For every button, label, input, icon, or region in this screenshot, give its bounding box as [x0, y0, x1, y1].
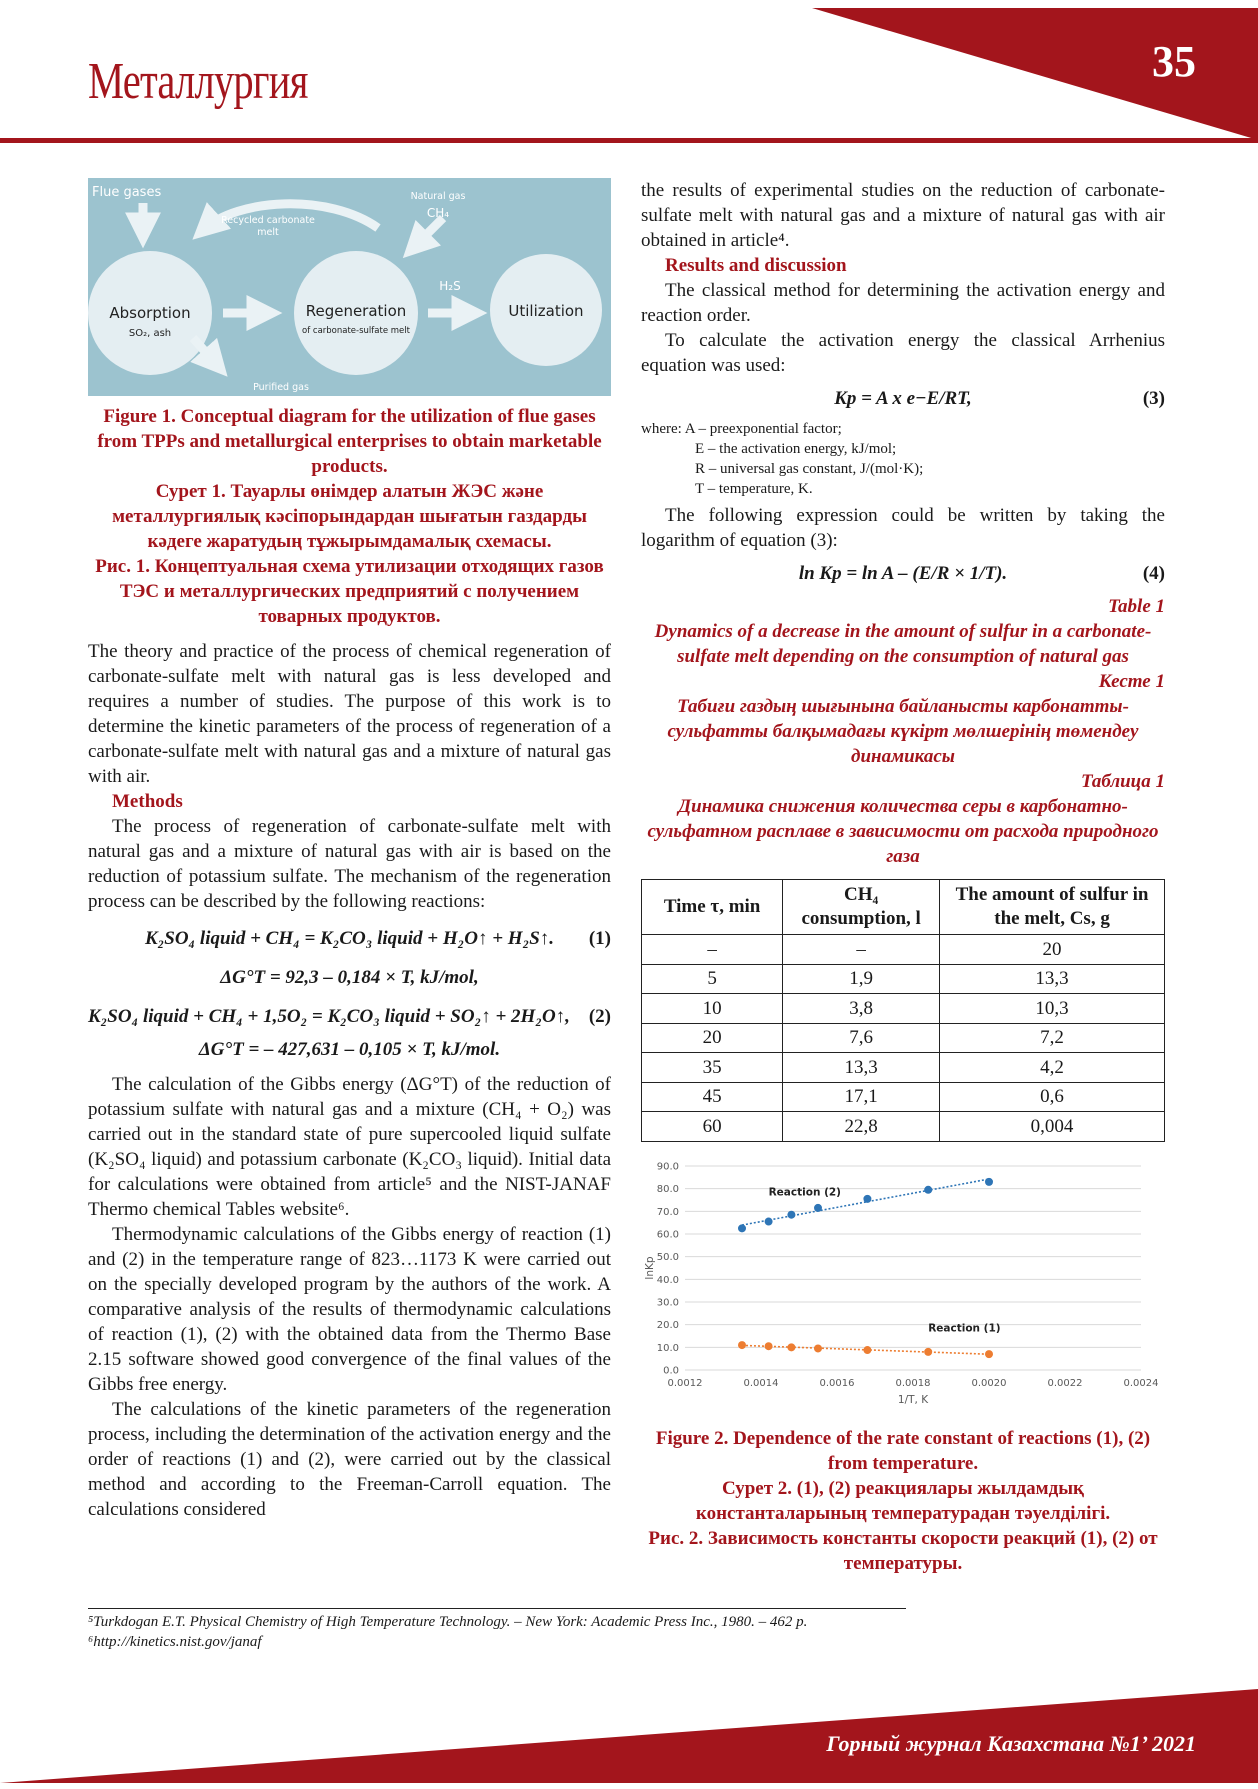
table-header-sulfur: The amount of sulfur in the melt, Cs, g: [940, 880, 1165, 935]
where-t: T – temperature, K.: [695, 481, 813, 497]
x-tick-label: 0.0018: [895, 1377, 931, 1389]
table-cell: 13,3: [783, 1053, 940, 1083]
x-tick-label: 0.0016: [819, 1377, 855, 1389]
label-h2s: H₂S: [439, 279, 461, 293]
figure2-chart: [641, 1160, 1165, 1418]
table-cell: 22,8: [783, 1112, 940, 1142]
label-recycled-2: melt: [257, 227, 279, 238]
x-axis-label: 1/T, K: [897, 1393, 929, 1406]
y-tick-label: 80.0: [656, 1183, 679, 1195]
table-row: [642, 994, 1165, 1024]
table-header-time: Time τ, min: [642, 880, 783, 935]
table-cell: 1,9: [783, 964, 940, 994]
table-cell: 60: [642, 1112, 783, 1142]
results-heading: Results and discussion: [665, 255, 847, 276]
table1-label-en: Table 1: [1108, 596, 1165, 617]
kinetic-paragraph: The calculations of the kinetic parameters of the regeneration process, including the determination of the activation energy and the order of reactions (1) and (2), were carried out by the classical method and according to the Freeman-Carroll equation. The calculations considered: [88, 1399, 611, 1520]
label-regeneration: Regeneration: [305, 302, 407, 320]
data-point-series-0: [738, 1224, 746, 1232]
results-paragraph: The classical method for determining the activation energy and reaction order.: [641, 280, 1165, 326]
table-cell: 45: [642, 1082, 783, 1112]
table-header-ch4: CH₄ consumption, l: [783, 880, 940, 935]
y-tick-label: 20.0: [656, 1319, 679, 1331]
table-cell: 17,1: [783, 1082, 940, 1112]
x-tick-label: 0.0024: [1123, 1377, 1159, 1389]
figure2-caption-kz: Сурет 2. (1), (2) реакциялары жылдамдық константаларының температурадан тәуелділігі.: [695, 1477, 1111, 1524]
thermo-paragraph: Thermodynamic calculations of the Gibbs energy of reaction (1) and (2) in the temperature range of 823…1173 K were carried out on the specially developed program by the authors of the work. A comparative analysis of the results of thermodynamic calculations of reaction (1), (2) with the obtained data from the Thermo Base 2.15 software showed good convergence of the final values of the Gibbs free energy.: [88, 1224, 611, 1395]
table-cell: 20: [940, 935, 1165, 965]
label-natural-gas: Natural gas: [410, 191, 466, 202]
right-column: [641, 178, 1165, 1576]
equation-2-number: (2): [588, 1006, 611, 1027]
label-flue-gases: Flue gases: [92, 185, 162, 200]
table-cell: 4,2: [940, 1053, 1165, 1083]
equation-3-number: (3): [1142, 388, 1165, 409]
data-point-series-1: [738, 1341, 746, 1349]
figure1-diagram: [88, 178, 611, 396]
equation-2: [88, 1004, 611, 1029]
table-cell: –: [642, 935, 783, 965]
y-tick-label: 60.0: [656, 1229, 679, 1240]
table1-title-ru: Динамика снижения количества серы в карбонатно-сульфатном расплаве в зависимости от расхода природного газа: [647, 796, 1159, 867]
table1: [641, 879, 1165, 1142]
table-row: [642, 1112, 1165, 1142]
table-header-row: [642, 880, 1165, 935]
footnote-6: ⁶http://kinetics.nist.gov/janaf: [88, 1634, 262, 1650]
data-point-series-1: [924, 1347, 932, 1355]
methods-paragraph: The process of regeneration of carbonate-sulfate melt with natural gas and a mixture of natural gas with air is based on the reduction of potassium sulfate. The mechanism of the regeneration process can be described by the following reactions:: [88, 816, 611, 912]
table1-title-kz: Табиғи газдың шығынына байланысты карбонатты-сульфатты балқымадағы күкірт мөлшерінің төмендеу динамикасы: [667, 696, 1139, 767]
label-utilization: Utilization: [508, 302, 584, 320]
equation-1-text: K₂SO₄ liquid + CH₄ = K₂CO₃ liquid + H₂O↑ + H₂S↑.: [144, 928, 555, 949]
data-point-series-0: [765, 1217, 773, 1225]
table-cell: 7,2: [940, 1023, 1165, 1053]
methods-heading: Methods: [112, 791, 183, 812]
y-tick-label: 30.0: [656, 1297, 679, 1308]
footer-journal: Горный журнал Казахстана №1’ 2021: [826, 1731, 1196, 1756]
table-cell: 0,6: [940, 1082, 1165, 1112]
figure1-caption-en: Figure 1. Conceptual diagram for the utilization of flue gases from TPPs and metallurgical enterprises to obtain marketable products.: [97, 406, 602, 477]
table-cell: 3,8: [783, 994, 940, 1024]
y-tick-label: 0.0: [663, 1365, 679, 1376]
where-a: where: A – preexponential factor;: [641, 421, 842, 437]
table-cell: 10,3: [940, 994, 1165, 1024]
equation-3-text: Kp = A x e−E/RT,: [834, 388, 972, 409]
table-cell: –: [783, 935, 940, 965]
label-purified-gas: Purified gas: [253, 382, 309, 393]
equation-1-gibbs: ΔG°T = 92,3 – 0,184 × T, kJ/mol,: [220, 967, 479, 988]
table-row: [642, 964, 1165, 994]
data-point-series-1: [765, 1342, 773, 1350]
series-label: Reaction (2): [768, 1185, 841, 1198]
table-cell: 13,3: [940, 964, 1165, 994]
data-point-series-0: [924, 1185, 932, 1193]
where-r: R – universal gas constant, J/(mol·K);: [695, 461, 924, 477]
data-point-series-0: [814, 1203, 822, 1211]
equation-1: [88, 926, 611, 951]
journal-title: Металлургия: [88, 53, 308, 110]
label-ch4: CH₄: [426, 206, 450, 220]
equation-4: [641, 561, 1165, 586]
continued-paragraph: the results of experimental studies on the reduction of carbonate-sulfate melt with natural gas and a mixture of natural gas with air obtained in article⁴.: [641, 180, 1165, 251]
equation-4-number: (4): [1142, 563, 1165, 584]
y-tick-label: 50.0: [656, 1251, 679, 1263]
table-row: [642, 1053, 1165, 1083]
x-tick-label: 0.0014: [743, 1377, 779, 1389]
table-row: [642, 1082, 1165, 1112]
y-axis-label: lnKp: [644, 1255, 656, 1280]
data-point-series-1: [814, 1344, 822, 1352]
data-point-series-0: [863, 1194, 871, 1202]
y-tick-label: 40.0: [656, 1274, 679, 1286]
table-cell: 5: [642, 964, 783, 994]
footnote-divider: [88, 1608, 906, 1609]
label-recycled-1: Recycled carbonate: [221, 215, 315, 226]
data-point-series-1: [863, 1346, 871, 1354]
y-tick-label: 10.0: [656, 1342, 679, 1354]
table-cell: 35: [642, 1053, 783, 1083]
series-label: Reaction (1): [928, 1321, 1001, 1334]
footnote-5: ⁵Turkdogan E.T. Physical Chemistry of High Temperature Technology. – New York: Academic Press Inc., 1980. – 462 p.: [88, 1614, 808, 1630]
table1-title-en: Dynamics of a decrease in the amount of sulfur in a carbonate-sulfate melt depending on the consumption of natural gas: [654, 621, 1152, 667]
log-paragraph: The following expression could be written by taking the logarithm of equation (3):: [641, 505, 1165, 551]
label-absorption: Absorption: [109, 304, 191, 322]
where-block: [641, 419, 1165, 499]
label-regeneration-sub: of carbonate-sulfate melt: [302, 326, 410, 336]
table-row: [642, 935, 1165, 965]
data-point-series-1: [787, 1343, 795, 1351]
equation-2-text: K₂SO₄ liquid + CH₄ + 1,5O₂ = K₂CO₃ liquid + SO₂↑ + 2H₂O↑,: [88, 1006, 570, 1027]
figure1-caption-kz: Сурет 1. Тауарлы өнімдер алатын ЖЭС және металлургиялық кәсіпорындардан шығатын газдарды кәдеге жаратудың тұжырымдамалық схемасы.: [112, 481, 587, 552]
figure1-caption-ru: Рис. 1. Концептуальная схема утилизации отходящих газов ТЭС и металлургических предприятий с получением товарных продуктов.: [95, 556, 604, 627]
table-cell: 10: [642, 994, 783, 1024]
table1-label-ru: Таблица 1: [1080, 771, 1165, 792]
x-tick-label: 0.0022: [1047, 1377, 1083, 1389]
label-absorption-sub: SO₂, ash: [128, 328, 172, 339]
gibbs-paragraph: The calculation of the Gibbs energy (ΔG°T) of the reduction of potassium sulfate with natural gas and a mixture (CH₄ + O₂) was carried out in the standard state of pure supercooled liquid sulfate (K₂SO₄ liquid) and potassium carbonate (K₂CO₃ liquid). Initial data for calculations were obtained from article⁵ and the NIST-JANAF Thermo chemical Tables website⁶.: [88, 1074, 611, 1220]
y-tick-label: 70.0: [656, 1206, 679, 1218]
equation-3: [641, 386, 1165, 411]
data-point-series-0: [787, 1210, 795, 1218]
arrhenius-paragraph: To calculate the activation energy the classical Arrhenius equation was used:: [641, 330, 1165, 376]
table-row: [642, 1023, 1165, 1053]
equation-4-text: ln Kp = ln A – (E/R × 1/T).: [798, 563, 1008, 584]
y-tick-label: 90.0: [656, 1161, 679, 1172]
data-point-series-0: [985, 1177, 993, 1185]
table1-label-kz: Кесте 1: [1098, 671, 1165, 692]
table-cell: 0,004: [940, 1112, 1165, 1142]
figure2-caption-ru: Рис. 2. Зависимость константы скорости реакций (1), (2) от температуры.: [648, 1527, 1158, 1574]
left-column: [88, 178, 611, 1522]
where-e: E – the activation energy, kJ/mol;: [695, 441, 897, 457]
table-cell: 7,6: [783, 1023, 940, 1053]
equation-1-number: (1): [588, 928, 611, 949]
data-point-series-1: [985, 1350, 993, 1358]
equation-2-gibbs: ΔG°T = – 427,631 – 0,105 × T, kJ/mol.: [198, 1039, 501, 1060]
chart-svg: [641, 1160, 1165, 1418]
figure2-caption-en: Figure 2. Dependence of the rate constant of reactions (1), (2) from temperature.: [655, 1427, 1151, 1474]
intro-paragraph: The theory and practice of the process of chemical regeneration of carbonate-sulfate melt with natural gas is less developed and requires a number of studies. The purpose of this work is to determine the kinetic parameters of the process of regeneration of a carbonate-sulfate melt with natural gas and a mixture of natural gas with air.: [88, 641, 611, 787]
table-cell: 20: [642, 1023, 783, 1053]
x-tick-label: 0.0020: [971, 1377, 1007, 1389]
x-tick-label: 0.0012: [667, 1377, 703, 1389]
page-number: 35: [1152, 37, 1196, 86]
